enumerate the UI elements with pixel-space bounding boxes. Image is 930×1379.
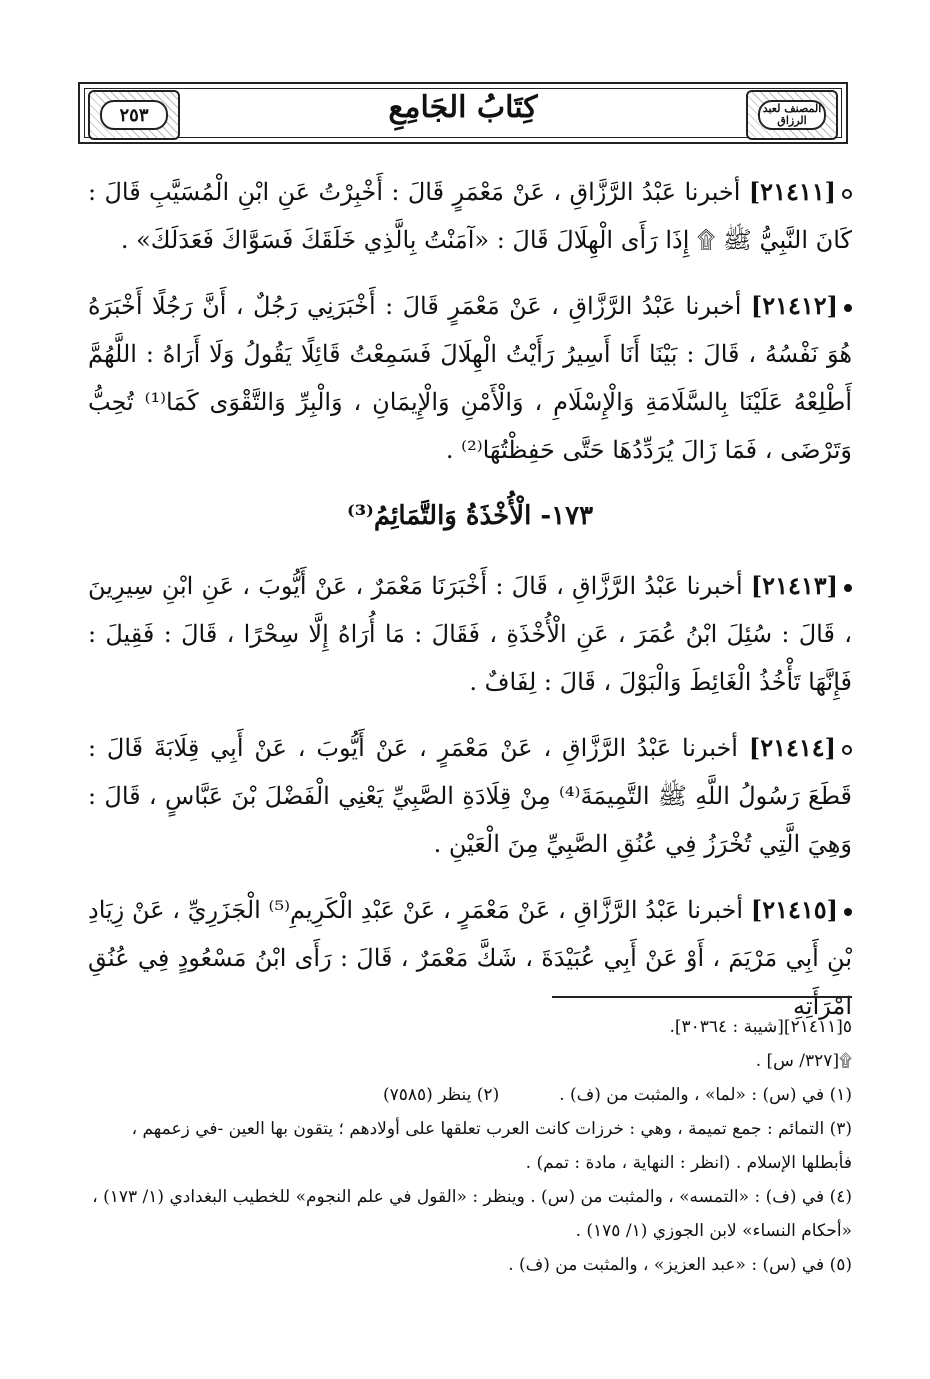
page-number: ٢٥٣ xyxy=(100,100,168,130)
hadith-21415 xyxy=(88,886,852,1030)
hadith-text: أخبرنا عَبْدُ الرَّزَّاقِ ، عَنْ مَعْمَرٍ ، عَنْ أَيُّوبَ ، عَنْ أَبِي قِلَابَةَ قَالَ : قَطَعَ رَسُولُ اللَّهِ ﷺ التَّمِيمَةَ⁽⁴⁾ مِنْ قِلَادَةِ الصَّبِيِّ يَعْنِي الْفَضْلَ بْنَ عَبَّاسٍ ، قَالَ : وَهِيَ الَّتِي تُخْرَزُ فِي عُنُقِ الصَّبِيِّ مِنَ الْعَيْنِ . xyxy=(88,734,852,858)
hollow-circle-icon xyxy=(842,745,852,755)
hadith-21411 xyxy=(88,168,852,264)
footnotes xyxy=(80,1010,852,1282)
solid-circle-icon xyxy=(844,908,852,916)
hadith-21414 xyxy=(88,724,852,868)
footnote-4: (٤) في (ف) : «التمسه» ، والمثبت من (س) . وينظر : «القول في علم النجوم» للخطيب البغدادي (١/ ١٧٣) ، «أحكام النساء» لابن الجوزي (١/ ١٧٥) . xyxy=(92,1187,852,1241)
hollow-circle-icon xyxy=(842,189,852,199)
footnote-5: (٥) في (س) : «عبد العزيز» ، والمثبت من (ف) . xyxy=(508,1255,852,1275)
footnote-3: (٣) التمائم : جمع تميمة ، وهي : خرزات كانت العرب تعلقها على أولادهم ؛ يتقون بها العين -في زعمهم ، فأبطلها الإسلام . (انظر : النهاية ، مادة : تمم) . xyxy=(131,1119,852,1173)
hadith-number: [٢١٤١٤] xyxy=(748,733,836,762)
chapter-heading: ١٧٣- الْأُخْذَةُ وَالتَّمَائِمُ⁽³⁾ xyxy=(346,501,594,531)
footnote-1: (١) في (س) : «لما» ، والمثبت من (ف) . xyxy=(559,1085,852,1105)
hadith-number: [٢١٤١٣] xyxy=(750,571,838,600)
book-emblem-text: المصنف لعبد الرزاق xyxy=(758,100,826,130)
book-emblem xyxy=(746,90,838,140)
footnote-2: (٢) ينظر (٧٥٨٥) xyxy=(382,1085,500,1105)
footnote-divider xyxy=(552,996,852,998)
hadith-number: [٢١٤١١] xyxy=(748,177,836,206)
hadith-21413 xyxy=(88,562,852,706)
hadith-text: أخبرنا عَبْدُ الرَّزَّاقِ ، عَنْ مَعْمَرٍ ، عَنْ عَبْدِ الْكَرِيمِ⁽⁵⁾ الْجَزَرِيِّ ، عَنْ زِيَادِ بْنِ أَبِي مَرْيَمَ ، أَوْ عَنْ أَبِي عُبَيْدَةَ ، شَكَّ مَعْمَرٌ ، قَالَ : رَأَى ابْنُ مَسْعُودٍ فِي عُنُقِ امْرَأَتِهِ xyxy=(88,896,853,1020)
hadith-text: أخبرنا عَبْدُ الرَّزَّاقِ ، عَنْ مَعْمَرٍ قَالَ : أَخْبَرَنِي رَجُلٌ ، أَنَّ رَجُلًا أَخْبَرَهُ هُوَ نَفْسُهُ ، قَالَ : بَيْنَا أَنَا أَسِيرُ رَأَيْتُ الْهِلَالَ فَسَمِعْتُ قَائِلًا يَقُولُ وَلَا أَرَاهُ : اللَّهُمَّ أَطْلِعْهُ عَلَيْنَا بِالسَّلَامَةِ وَالْإِسْلَامِ ، وَالْأَمْنِ وَالْإِيمَانِ ، وَالْبِرِّ وَالتَّقْوَى كَمَا⁽¹⁾ تُحِبُّ وَتَرْضَى ، فَمَا زَالَ يُرَدِّدُهَا حَتَّى حَفِظْتُهَا⁽²⁾ . xyxy=(88,292,853,464)
page-header xyxy=(78,82,848,144)
footnote-ref-2: ۩[٣٢٧/ س] . xyxy=(755,1051,852,1071)
page-number-frame xyxy=(88,90,180,140)
hadith-text: أخبرنا عَبْدُ الرَّزَّاقِ ، قَالَ : أَخْبَرَنَا مَعْمَرٌ ، عَنْ أَيُّوبَ ، عَنِ ابْنِ سِيرِينَ ، قَالَ : سُئِلَ ابْنُ عُمَرَ ، عَنِ الْأُخْذَةِ ، فَقَالَ : مَا أُرَاهُ إِلَّا سِحْرًا ، قَالَ : فَقِيلَ : فَإِنَّهَا تَأْخُذُ الْغَائِطَ وَالْبَوْلَ ، قَالَ : لِفَافٌ . xyxy=(88,572,852,696)
hadith-number: [٢١٤١٢] xyxy=(750,291,838,320)
footnote-ref-1: ٥[٢١٤١١][شيبة : ٣٠٣٦٤]. xyxy=(669,1017,852,1037)
footnote-row xyxy=(80,1078,852,1112)
solid-circle-icon xyxy=(844,584,852,592)
hadith-number: [٢١٤١٥] xyxy=(750,895,838,924)
hadith-text: أخبرنا عَبْدُ الرَّزَّاقِ ، عَنْ مَعْمَرٍ قَالَ : أَخْبِرْتُ عَنِ ابْنِ الْمُسَيَّبِ قَالَ : كَانَ النَّبِيُّ ﷺ ۩ إِذَا رَأَى الْهِلَالَ قَالَ : «آمَنْتُ بِالَّذِي خَلَقَكَ فَسَوَّاكَ فَعَدَلَكَ» . xyxy=(88,178,852,254)
hadith-21412 xyxy=(88,282,852,474)
main-text xyxy=(88,168,852,1048)
running-title: كِتَابُ الجَامِعِ xyxy=(388,90,538,125)
solid-circle-icon xyxy=(844,304,852,312)
